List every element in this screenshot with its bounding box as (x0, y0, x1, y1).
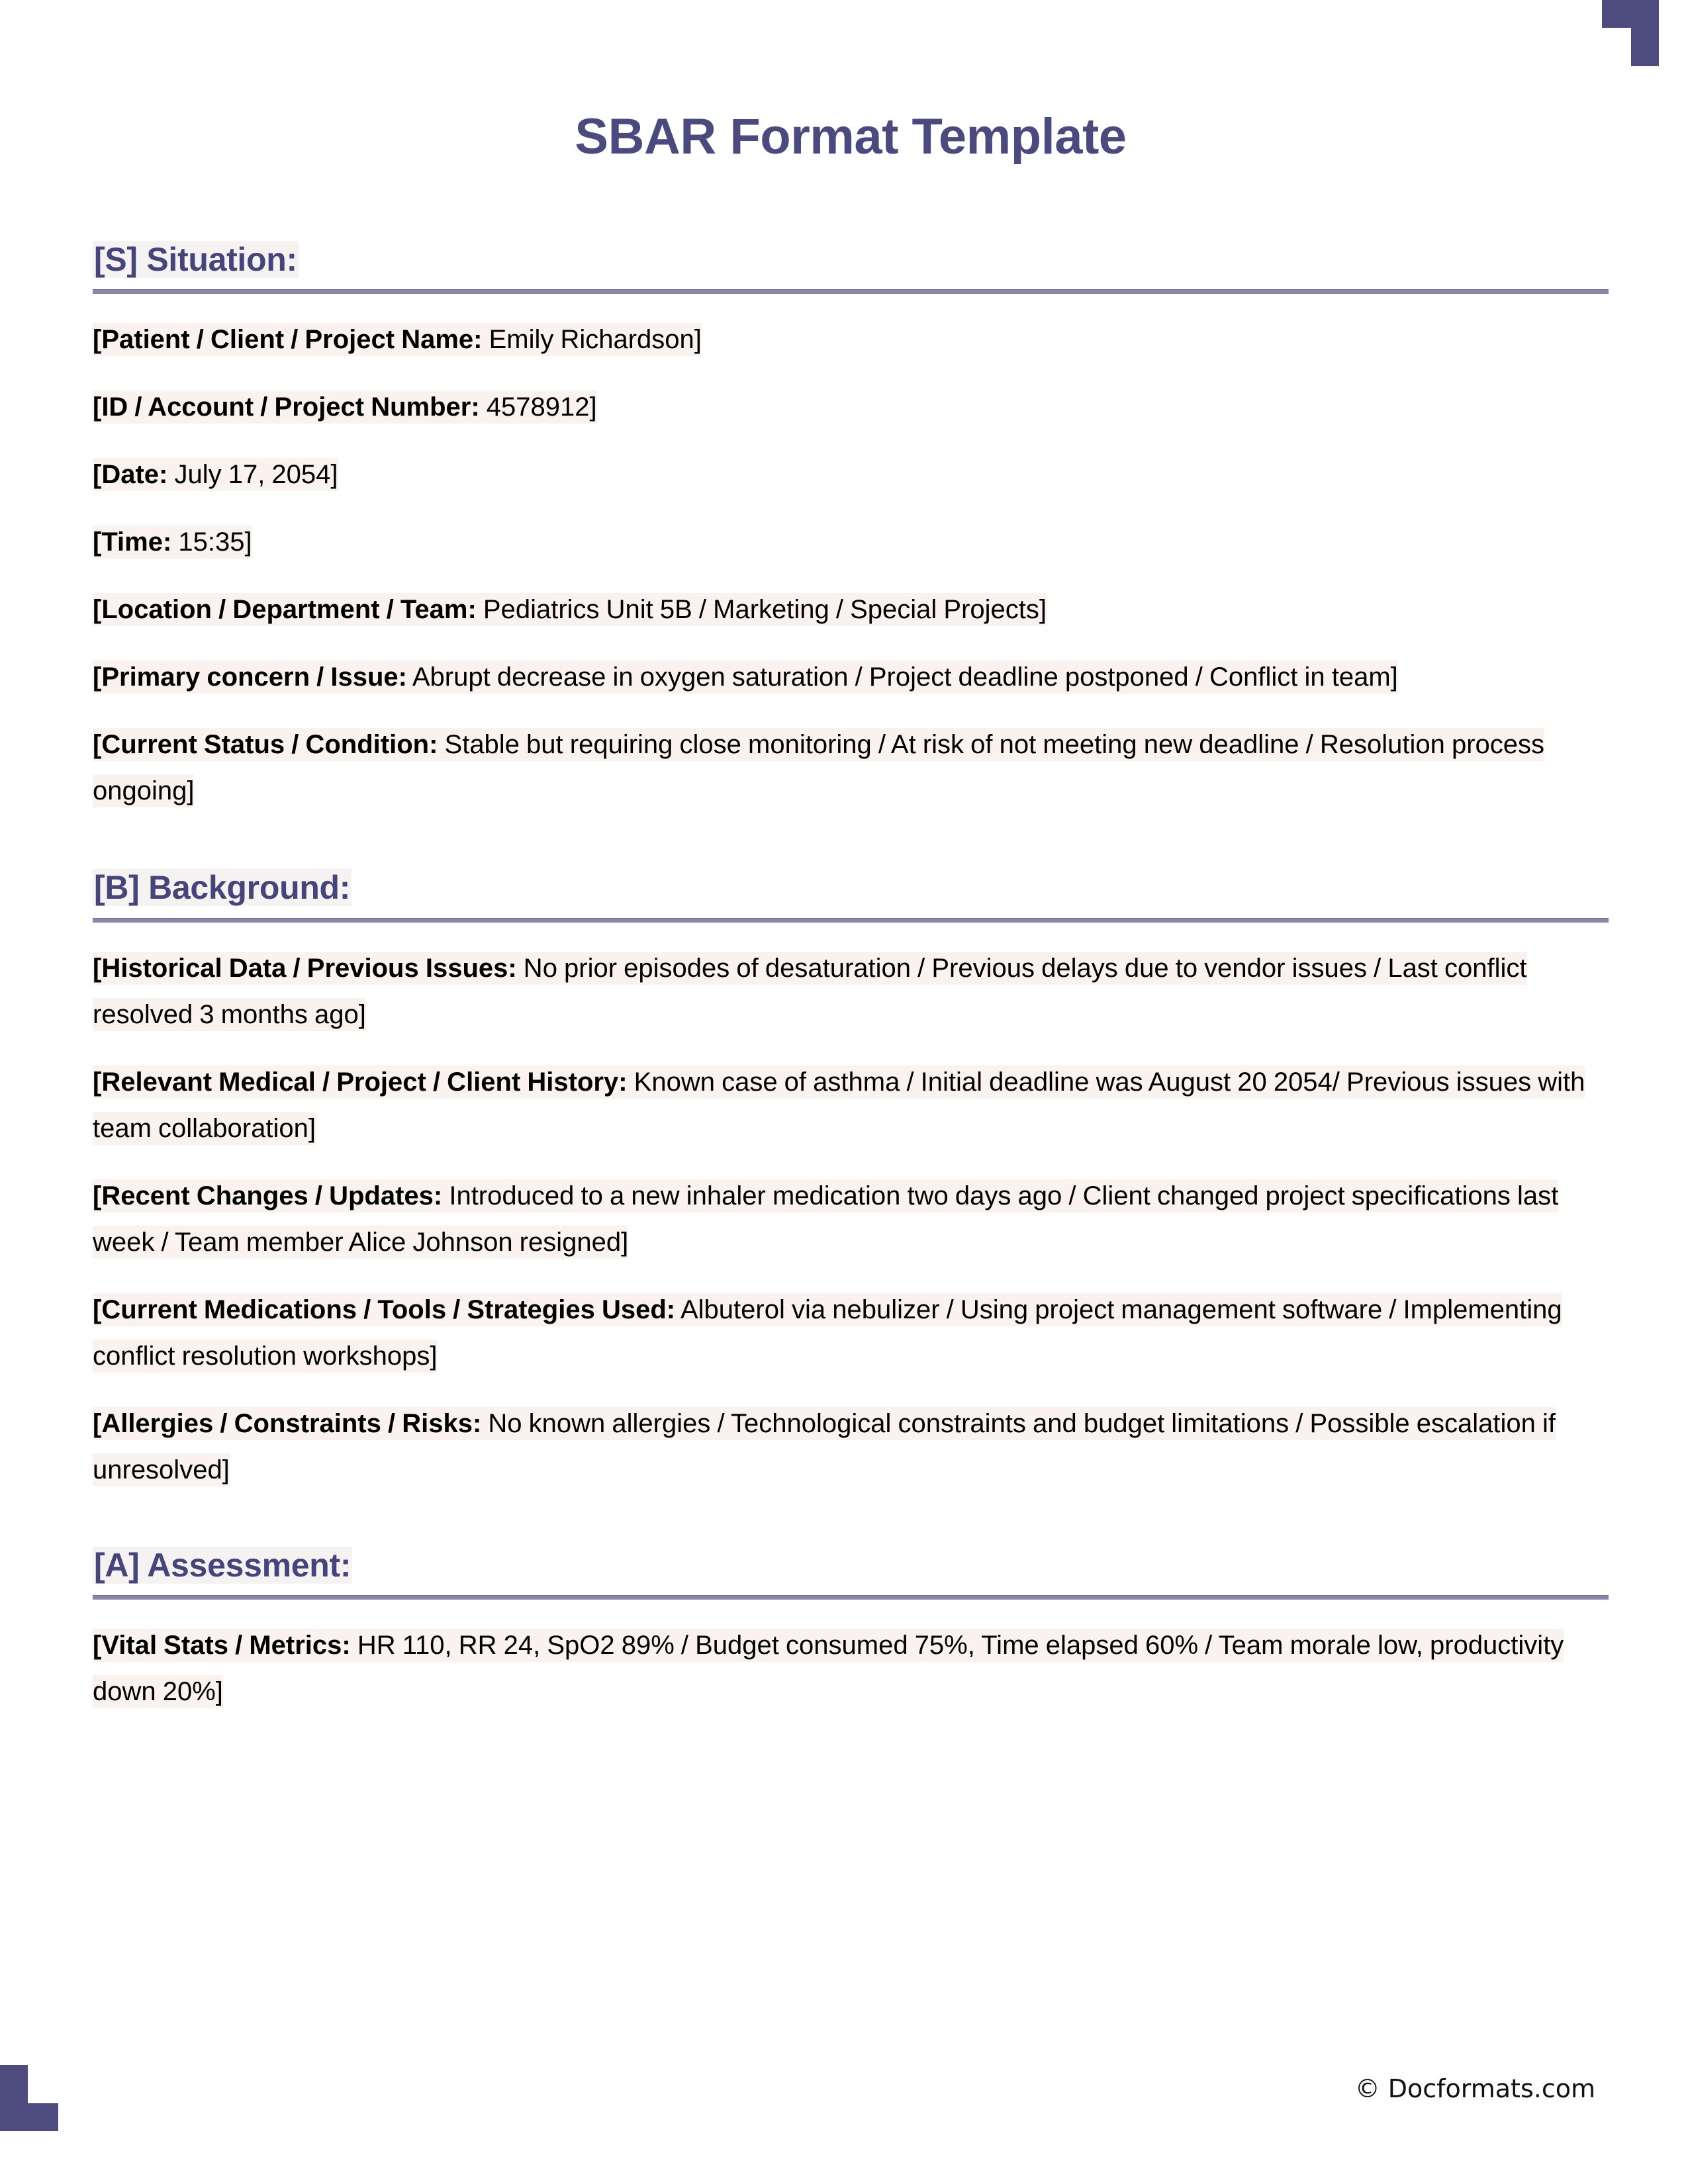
field-text (93, 323, 702, 356)
field-text (93, 728, 1544, 807)
field-label: [Primary concern / Issue: (93, 662, 407, 692)
field-location-department-team (93, 586, 1595, 633)
field-vital-stats-metrics (93, 1622, 1595, 1715)
field-value: Pediatrics Unit 5B / Marketing / Special Projects] (476, 595, 1047, 625)
section-rule-assessment (93, 1595, 1609, 1600)
section-heading-background-text: [B] Background: (94, 869, 351, 907)
field-recent-changes-updates (93, 1173, 1595, 1265)
field-label: [Relevant Medical / Project / Client History: (93, 1067, 628, 1097)
section-heading-assessment (93, 1545, 1609, 1586)
field-label: [Patient / Client / Project Name: (93, 325, 483, 355)
field-label: [ID / Account / Project Number: (93, 392, 480, 422)
field-label: [Vital Stats / Metrics: (93, 1631, 351, 1661)
field-current-medications-tools-strategies-used (93, 1287, 1595, 1379)
field-label: [Current Status / Condition: (93, 730, 438, 760)
field-text (93, 1407, 1556, 1486)
field-text (93, 1293, 1562, 1373)
field-value: Introduced to a new inhaler medication two days ago / Client changed project specifications last week / Team member Alice Johnson resigned] (93, 1181, 1559, 1257)
field-historical-data-previous-issues (93, 945, 1595, 1038)
section-heading-situation-text: [S] Situation: (94, 240, 297, 278)
field-text (93, 952, 1527, 1031)
document-content (93, 0, 1609, 1715)
field-text (93, 525, 252, 559)
field-value: Albuterol via nebulizer / Using project management software / Implementing conflict resolution workshops] (93, 1295, 1562, 1371)
field-label: [Recent Changes / Updates: (93, 1181, 443, 1210)
field-text (93, 390, 597, 424)
field-value: Stable but requiring close monitoring / At risk of not meeting new deadline / Resolution process ongoing] (93, 730, 1545, 806)
field-primary-concern-issue (93, 654, 1595, 700)
field-current-status-condition (93, 721, 1595, 814)
field-text (93, 1066, 1585, 1145)
field-value: HR 110, RR 24, SpO2 89% / Budget consumed 75%, Time elapsed 60% / Team morale low, productivity down 20%] (93, 1631, 1564, 1707)
section-assessment (93, 1545, 1609, 1715)
field-time (93, 519, 1595, 565)
field-text (93, 593, 1047, 626)
field-date (93, 451, 1595, 498)
field-value: 4578912] (479, 392, 597, 422)
section-rule-background (93, 918, 1609, 923)
field-text (93, 660, 1398, 694)
field-value: Known case of asthma / Initial deadline was August 20 2054/ Previous issues with team collaboration] (93, 1067, 1585, 1143)
field-label: [Historical Data / Previous Issues: (93, 953, 517, 983)
field-text (93, 1179, 1558, 1259)
page-title: SBAR Format Template (575, 109, 1127, 165)
field-value: No prior episodes of desaturation / Previous delays due to vendor issues / Last conflict resolved 3 months ago] (93, 953, 1527, 1029)
field-list-assessment (93, 1622, 1609, 1715)
section-heading-assessment-text: [A] Assessment: (94, 1546, 352, 1584)
field-value: Emily Richardson] (482, 325, 702, 355)
field-list-situation (93, 316, 1609, 814)
field-label: [Location / Department / Team: (93, 595, 477, 625)
field-id-account-project-number (93, 384, 1595, 430)
section-heading-background (93, 867, 1609, 909)
field-label: [Current Medications / Tools / Strategies Used: (93, 1295, 676, 1324)
corner-mark-top-right-vertical-arm (1631, 0, 1659, 66)
field-label: [Allergies / Constraints / Risks: (93, 1408, 482, 1438)
field-value: No known allergies / Technological constraints and budget limitations / Possible escalation if unresolved] (93, 1408, 1556, 1484)
corner-mark-bottom-left-horizontal-arm (0, 2103, 58, 2131)
field-list-background (93, 945, 1609, 1493)
section-situation (93, 239, 1609, 815)
field-relevant-medical-project-client-history (93, 1059, 1595, 1152)
field-label: [Date: (93, 460, 168, 490)
field-value: July 17, 2054] (167, 460, 338, 490)
field-allergies-constraints-risks (93, 1400, 1595, 1493)
section-rule-situation (93, 289, 1609, 294)
field-text (93, 1629, 1564, 1708)
section-heading-situation (93, 239, 1609, 281)
footer-copyright: © Docformats.com (1354, 2074, 1595, 2103)
field-text (93, 458, 338, 491)
field-value: 15:35] (171, 527, 252, 557)
section-background (93, 867, 1609, 1493)
field-label: [Time: (93, 527, 172, 557)
field-patient-client-project-name (93, 316, 1595, 363)
field-value: Abrupt decrease in oxygen saturation / Project deadline postponed / Conflict in team] (406, 662, 1398, 692)
